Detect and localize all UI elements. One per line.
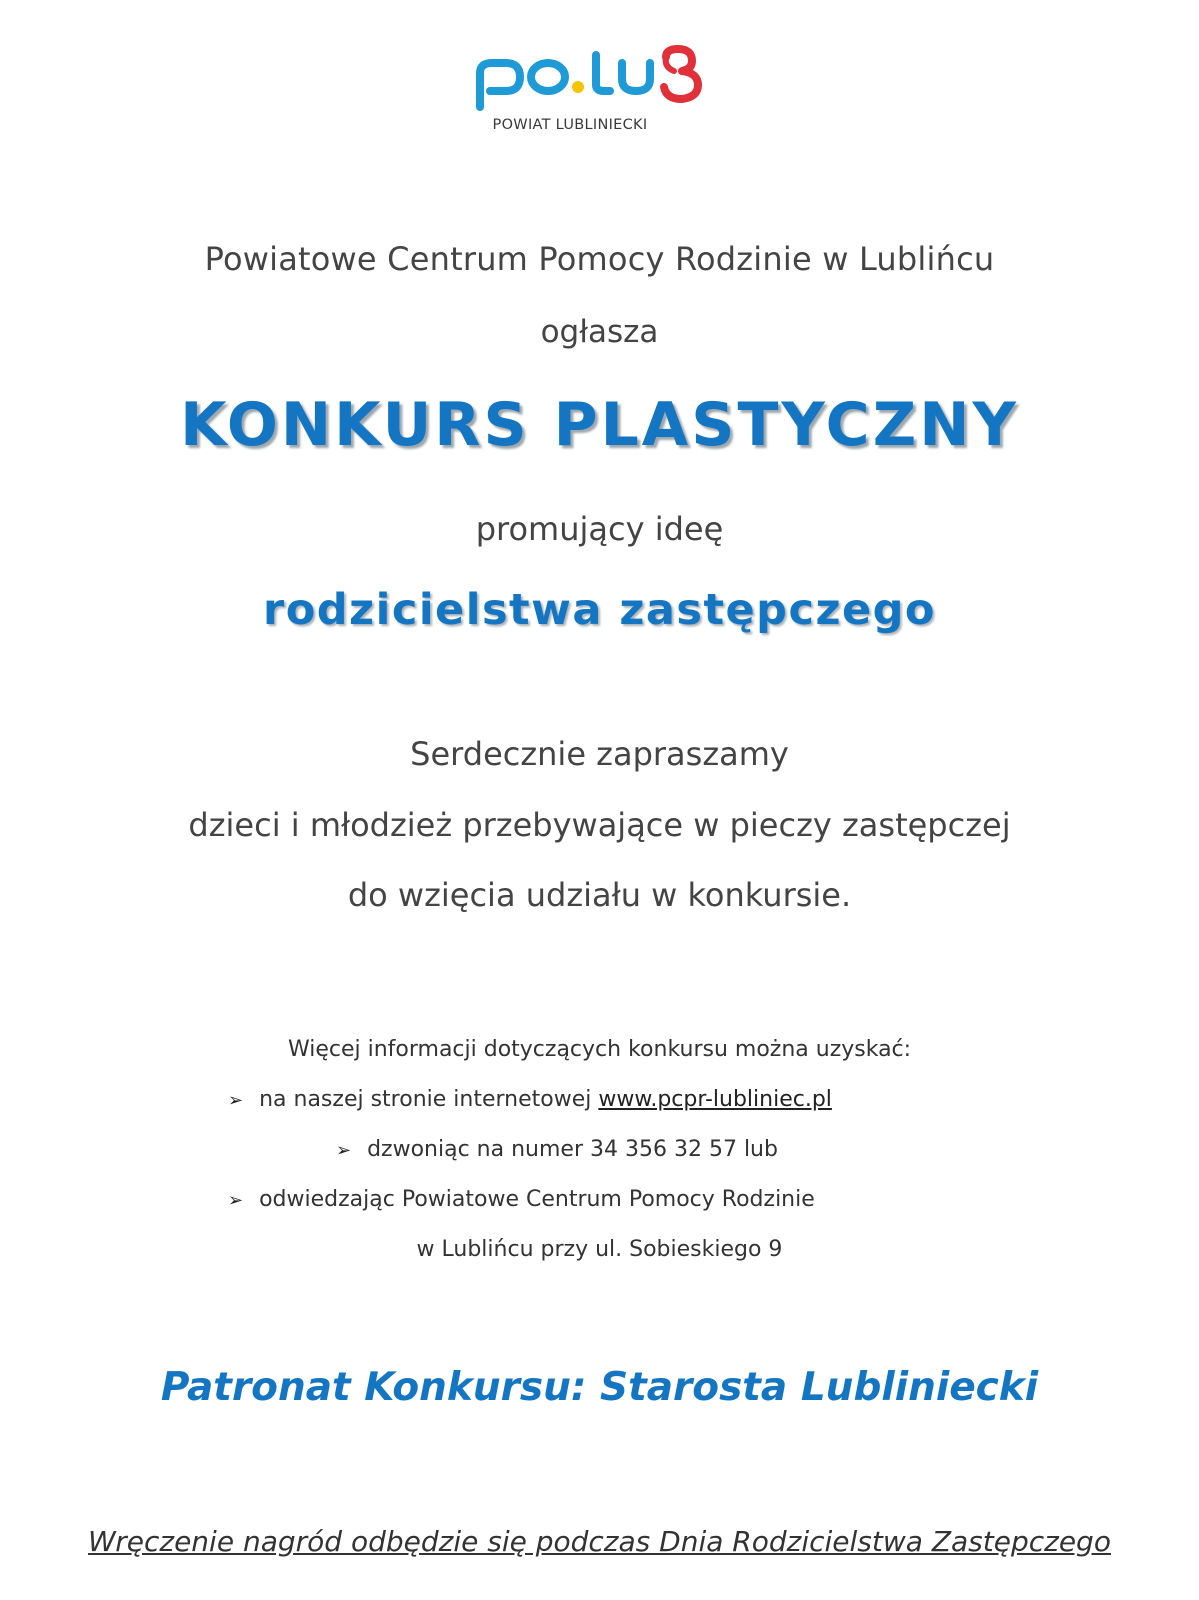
arrow-bullet-icon: ➢ <box>228 1090 244 1111</box>
invitation-line-3: do wzięcia udziału w konkursie. <box>347 876 852 914</box>
info-item-visit-address: w Lublińcu przy ul. Sobieskiego 9 <box>416 1237 783 1262</box>
idea-heading: rodzicielstwa zastępczego <box>263 585 936 635</box>
info-heading: Więcej informacji dotyczących konkursu można uzyskać: <box>287 1037 912 1062</box>
polub-wordmark-icon <box>470 45 732 117</box>
info-item-visit-text: odwiedzając Powiatowe Centrum Pomocy Rodzinie <box>259 1187 815 1212</box>
organization-name: Powiatowe Centrum Pomocy Rodzinie w Lublińcu <box>204 240 995 278</box>
invitation-line-1: Serdecznie zapraszamy <box>410 735 789 773</box>
powiat-logo <box>470 45 732 140</box>
info-item-phone <box>0 1137 1199 1162</box>
logo-subtitle: POWIAT LUBLINIECKI <box>492 117 648 133</box>
arrow-bullet-icon: ➢ <box>228 1190 244 1211</box>
promoting-text: promujący ideę <box>475 510 724 548</box>
invitation-line-2: dzieci i młodzież przebywające w pieczy zastępczej <box>188 806 1011 844</box>
info-item-phone-text: dzwoniąc na numer 34 356 32 57 lub <box>367 1137 778 1162</box>
info-item-website-text: na naszej stronie internetowej <box>259 1087 599 1112</box>
award-note: Wręczenie nagród odbędzie się podczas Dnia Rodzicielstwa Zastępczego <box>88 1525 1111 1558</box>
info-item-website <box>0 1087 1199 1112</box>
website-link[interactable]: www.pcpr-lubliniec.pl <box>598 1087 832 1112</box>
info-item-visit <box>0 1187 1199 1212</box>
announces-text: ogłasza <box>540 314 659 350</box>
patronage-text: Patronat Konkursu: Starosta Lubliniecki <box>160 1365 1039 1410</box>
contest-title: KONKURS PLASTYCZNY <box>180 390 1019 460</box>
arrow-bullet-icon: ➢ <box>336 1140 352 1161</box>
